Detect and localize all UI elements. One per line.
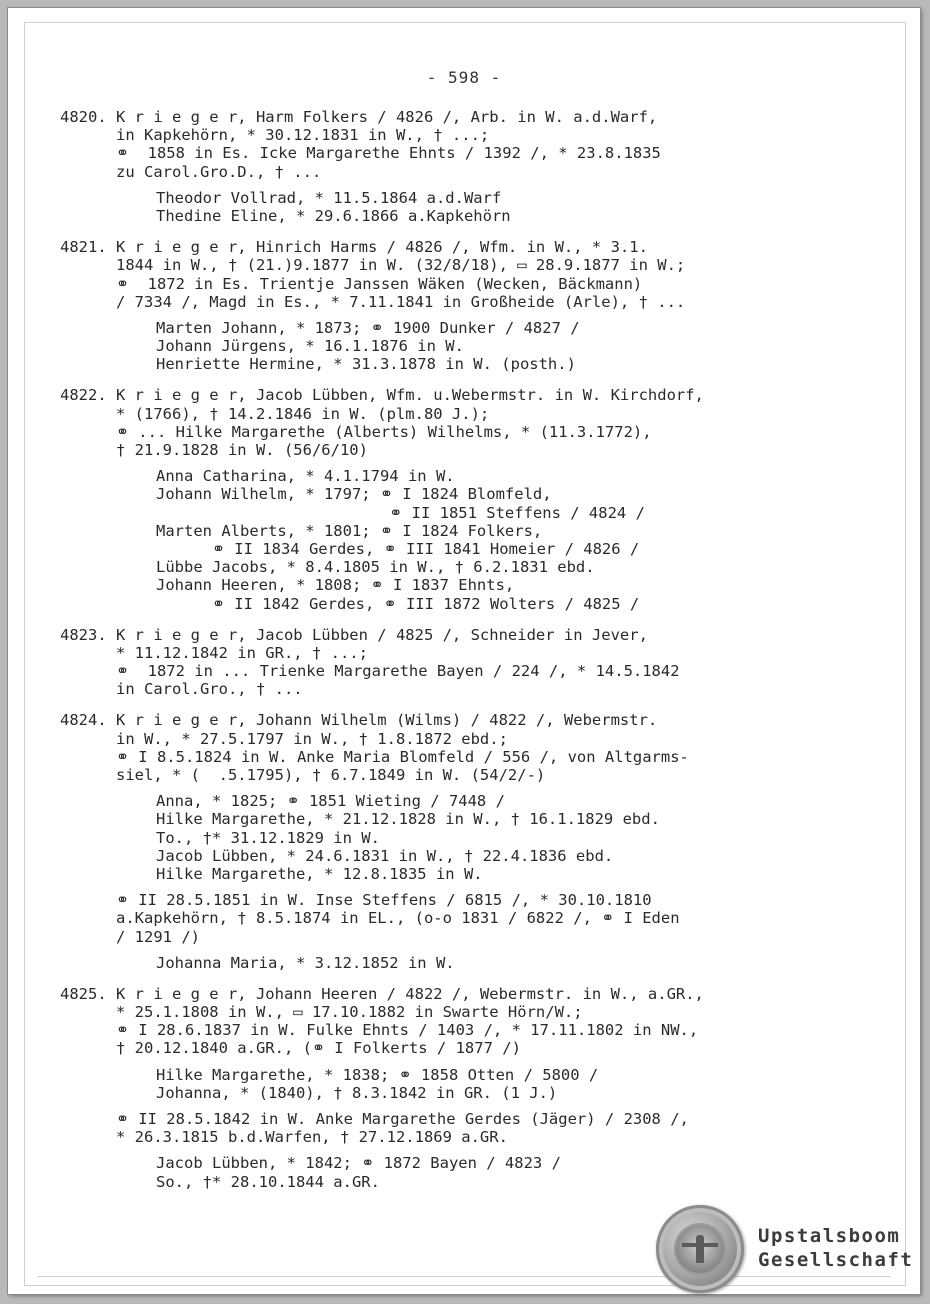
entry-line: in Carol.Gro., † ... [60,680,303,699]
child-line: Marten Alberts, * 1801; ⚭ I 1824 Folkers, [156,521,543,540]
bottom-divider [38,1276,890,1277]
child-line: Theodor Vollrad, * 11.5.1864 a.d.Warf [156,188,502,207]
child-line: Hilke Margarethe, * 21.12.1828 in W., † 16.1.1829 ebd. [156,810,660,829]
entry-line: / 7334 /, Magd in Es., * 7.11.1841 in Großheide (Arle), † ... [60,292,686,311]
entry-line: in Kapkehörn, * 30.12.1831 in W., † ...; [60,126,490,145]
genealogy-entry [60,711,780,971]
child-line: Johann Jürgens, * 16.1.1876 in W. [156,337,464,356]
genealogy-entries [60,108,780,1204]
child-line: Johanna, * (1840), † 8.3.1842 in GR. (1 J.) [156,1083,558,1102]
child-line: To., †* 31.12.1829 in W. [156,828,380,847]
entry-line: * 25.1.1808 in W., ▭ 17.10.1882 in Swarte Hörn/W.; [60,1003,583,1022]
entry-line: 1844 in W., † (21.)9.1877 in W. (32/8/18), ▭ 28.9.1877 in W.; [60,256,686,275]
entry-line: ⚭ 1872 in Es. Trientje Janssen Wäken (Wecken, Bäckmann) [60,274,643,293]
child-line: Anna, * 1825; ⚭ 1851 Wieting / 7448 / [156,792,505,811]
entry-line: ⚭ I 8.5.1824 in W. Anke Maria Blomfeld / 556 /, von Altgarms- [60,747,689,766]
entry-heading-line: 4823. K r i e g e r, Jacob Lübben / 4825 /, Schneider in Jever, [60,625,648,644]
child-line: So., †* 28.10.1844 a.GR. [156,1172,380,1191]
child-line: Henriette Hermine, * 31.3.1878 in W. (posth.) [156,355,576,374]
child-line: Hilke Margarethe, * 1838; ⚭ 1858 Otten / 5800 / [156,1065,599,1084]
second-marriage-line: a.Kapkehörn, † 8.5.1874 in EL., (o-o 1831 / 6822 /, ⚭ I Eden [60,909,680,928]
genealogy-entry [60,108,780,225]
child-line: Lübbe Jacobs, * 8.4.1805 in W., † 6.2.1831 ebd. [156,558,595,577]
watermark-line-2: Gesellschaft [758,1249,914,1271]
second-marriage-line: ⚭ II 28.5.1842 in W. Anke Margarethe Gerdes (Jäger) / 2308 /, [60,1110,689,1128]
society-watermark [758,1224,913,1272]
entry-line: in W., * 27.5.1797 in W., † 1.8.1872 ebd.; [60,729,508,748]
genealogy-entry [60,985,780,1191]
child-line: Johann Wilhelm, * 1797; ⚭ I 1824 Blomfeld, [156,485,552,504]
entry-heading-line: 4824. K r i e g e r, Johann Wilhelm (Wilms) / 4822 /, Webermstr. [60,711,658,730]
society-seal-icon [656,1205,744,1293]
child-line: Hilke Margarethe, * 12.8.1835 in W. [156,864,483,883]
document-page [8,8,920,1294]
page-number: - 598 - [426,68,502,87]
second-marriage-line: * 26.3.1815 b.d.Warfen, † 27.12.1869 a.GR. [60,1128,508,1147]
watermark-line-1: Upstalsboom [758,1225,901,1247]
entry-line: ⚭ 1872 in ... Trienke Margarethe Bayen / 224 /, * 14.5.1842 [60,662,680,681]
child-line: Anna Catharina, * 4.1.1794 in W. [156,467,455,486]
entry-line: † 20.12.1840 a.GR., (⚭ I Folkerts / 1877 /) [60,1039,521,1058]
entry-line: * 11.12.1842 in GR., † ...; [60,643,368,662]
second-marriage-line: ⚭ II 28.5.1851 in W. Inse Steffens / 6815 /, * 30.10.1810 [60,891,652,910]
child-line: Marten Johann, * 1873; ⚭ 1900 Dunker / 4827 / [156,318,580,337]
genealogy-entry [60,626,780,699]
entry-line: † 21.9.1828 in W. (56/6/10) [60,441,368,459]
child-line: ⚭ II 1851 Steffens / 4824 / [156,503,645,522]
entry-line: * (1766), † 14.2.1846 in W. (plm.80 J.); [60,404,490,423]
child-line: Jacob Lübben, * 24.6.1831 in W., † 22.4.1836 ebd. [156,846,614,865]
entry-line: ⚭ ... Hilke Margarethe (Alberts) Wilhelms, * (11.3.1772), [60,422,652,441]
entry-line: siel, * ( .5.1795), † 6.7.1849 in W. (54/2/-) [60,766,546,784]
child-line: Johann Heeren, * 1808; ⚭ I 1837 Ehnts, [156,576,515,595]
child-line: Johanna Maria, * 3.12.1852 in W. [156,953,455,972]
entry-line: ⚭ 1858 in Es. Icke Margarethe Ehnts / 1392 /, * 23.8.1835 [60,144,661,163]
genealogy-entry [60,238,780,373]
entry-heading-line: 4825. K r i e g e r, Johann Heeren / 4822 /, Webermstr. in W., a.GR., [60,984,704,1003]
entry-heading-line: 4820. K r i e g e r, Harm Folkers / 4826 /, Arb. in W. a.d.Warf, [60,108,658,126]
genealogy-entry [60,386,780,612]
child-line: ⚭ II 1834 Gerdes, ⚭ III 1841 Homeier / 4826 / [156,539,640,558]
second-marriage-line: / 1291 /) [60,927,200,946]
entry-line: zu Carol.Gro.D., † ... [60,162,322,181]
child-line: ⚭ II 1842 Gerdes, ⚭ III 1872 Wolters / 4825 / [156,594,640,613]
child-line: Thedine Eline, * 29.6.1866 a.Kapkehörn [156,206,511,225]
entry-line: ⚭ I 28.6.1837 in W. Fulke Ehnts / 1403 /, * 17.11.1802 in NW., [60,1021,699,1040]
entry-heading-line: 4821. K r i e g e r, Hinrich Harms / 4826 /, Wfm. in W., * 3.1. [60,238,648,257]
child-line: Jacob Lübben, * 1842; ⚭ 1872 Bayen / 4823 / [156,1154,561,1173]
entry-heading-line: 4822. K r i e g e r, Jacob Lübben, Wfm. u.Webermstr. in W. Kirchdorf, [60,386,704,405]
